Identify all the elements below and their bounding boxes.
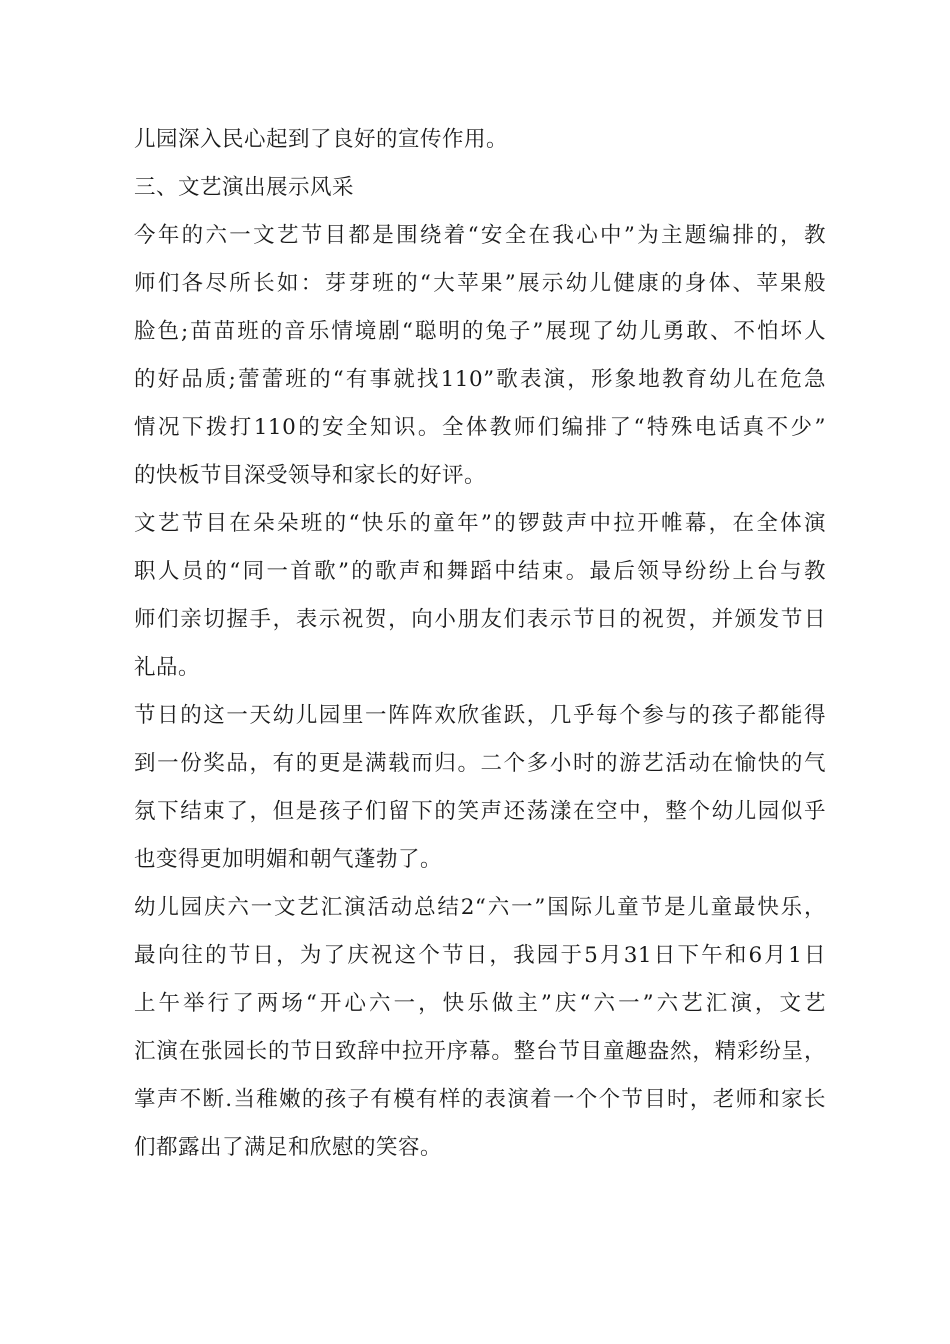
document-body	[134, 116, 826, 1172]
text-line: 幼儿园庆六一文艺汇演活动总结2“六一”国际儿童节是儿童最快乐，	[134, 895, 826, 920]
text-line: 氛下结束了，但是孩子们留下的笑声还荡漾在空中，整个幼儿园似乎	[134, 799, 826, 824]
text-line: 的快板节目深受领导和家长的好评。	[134, 463, 487, 488]
text-line: 文艺节目在朵朵班的“快乐的童年”的锣鼓声中拉开帷幕，在全体演	[134, 511, 826, 536]
text-line: 师们亲切握手，表示祝贺，向小朋友们表示节日的祝贺，并颁发节日	[134, 607, 826, 632]
text-line: 也变得更加明媚和朝气蓬勃了。	[134, 847, 443, 872]
text-line: 到一份奖品，有的更是满载而归。二个多小时的游艺活动在愉快的气	[134, 751, 826, 776]
text-line: 掌声不断.当稚嫩的孩子有模有样的表演着一个个节目时，老师和家长	[134, 1087, 826, 1112]
text-line: 情况下拨打110的安全知识。全体教师们编排了“特殊电话真不少”	[134, 415, 826, 440]
section-heading: 三、文艺演出展示风采	[134, 175, 355, 200]
text-line: 节日的这一天幼儿园里一阵阵欢欣雀跃，几乎每个参与的孩子都能得	[134, 703, 826, 728]
text-line: 上午举行了两场“开心六一，快乐做主”庆“六一”六艺汇演，文艺	[134, 991, 826, 1016]
text-line: 儿园深入民心起到了良好的宣传作用。	[134, 127, 509, 152]
text-line: 最向往的节日，为了庆祝这个节日，我园于5月31日下午和6月1日	[134, 943, 826, 968]
text-line: 脸色;苗苗班的音乐情境剧“聪明的兔子”展现了幼儿勇敢、不怕坏人	[134, 319, 826, 344]
text-line: 汇演在张园长的节日致辞中拉开序幕。整台节目童趣盎然，精彩纷呈，	[134, 1039, 826, 1064]
text-line: 师们各尽所长如：芽芽班的“大苹果”展示幼儿健康的身体、苹果般	[134, 271, 826, 296]
text-line: 职人员的“同一首歌”的歌声和舞蹈中结束。最后领导纷纷上台与教	[134, 559, 826, 584]
text-line: 的好品质;蕾蕾班的“有事就找110”歌表演，形象地教育幼儿在危急	[134, 367, 826, 392]
text-line: 们都露出了满足和欣慰的笑容。	[134, 1135, 443, 1160]
text-line: 今年的六一文艺节目都是围绕着“安全在我心中”为主题编排的，教	[134, 223, 826, 248]
text-line: 礼品。	[134, 655, 201, 680]
